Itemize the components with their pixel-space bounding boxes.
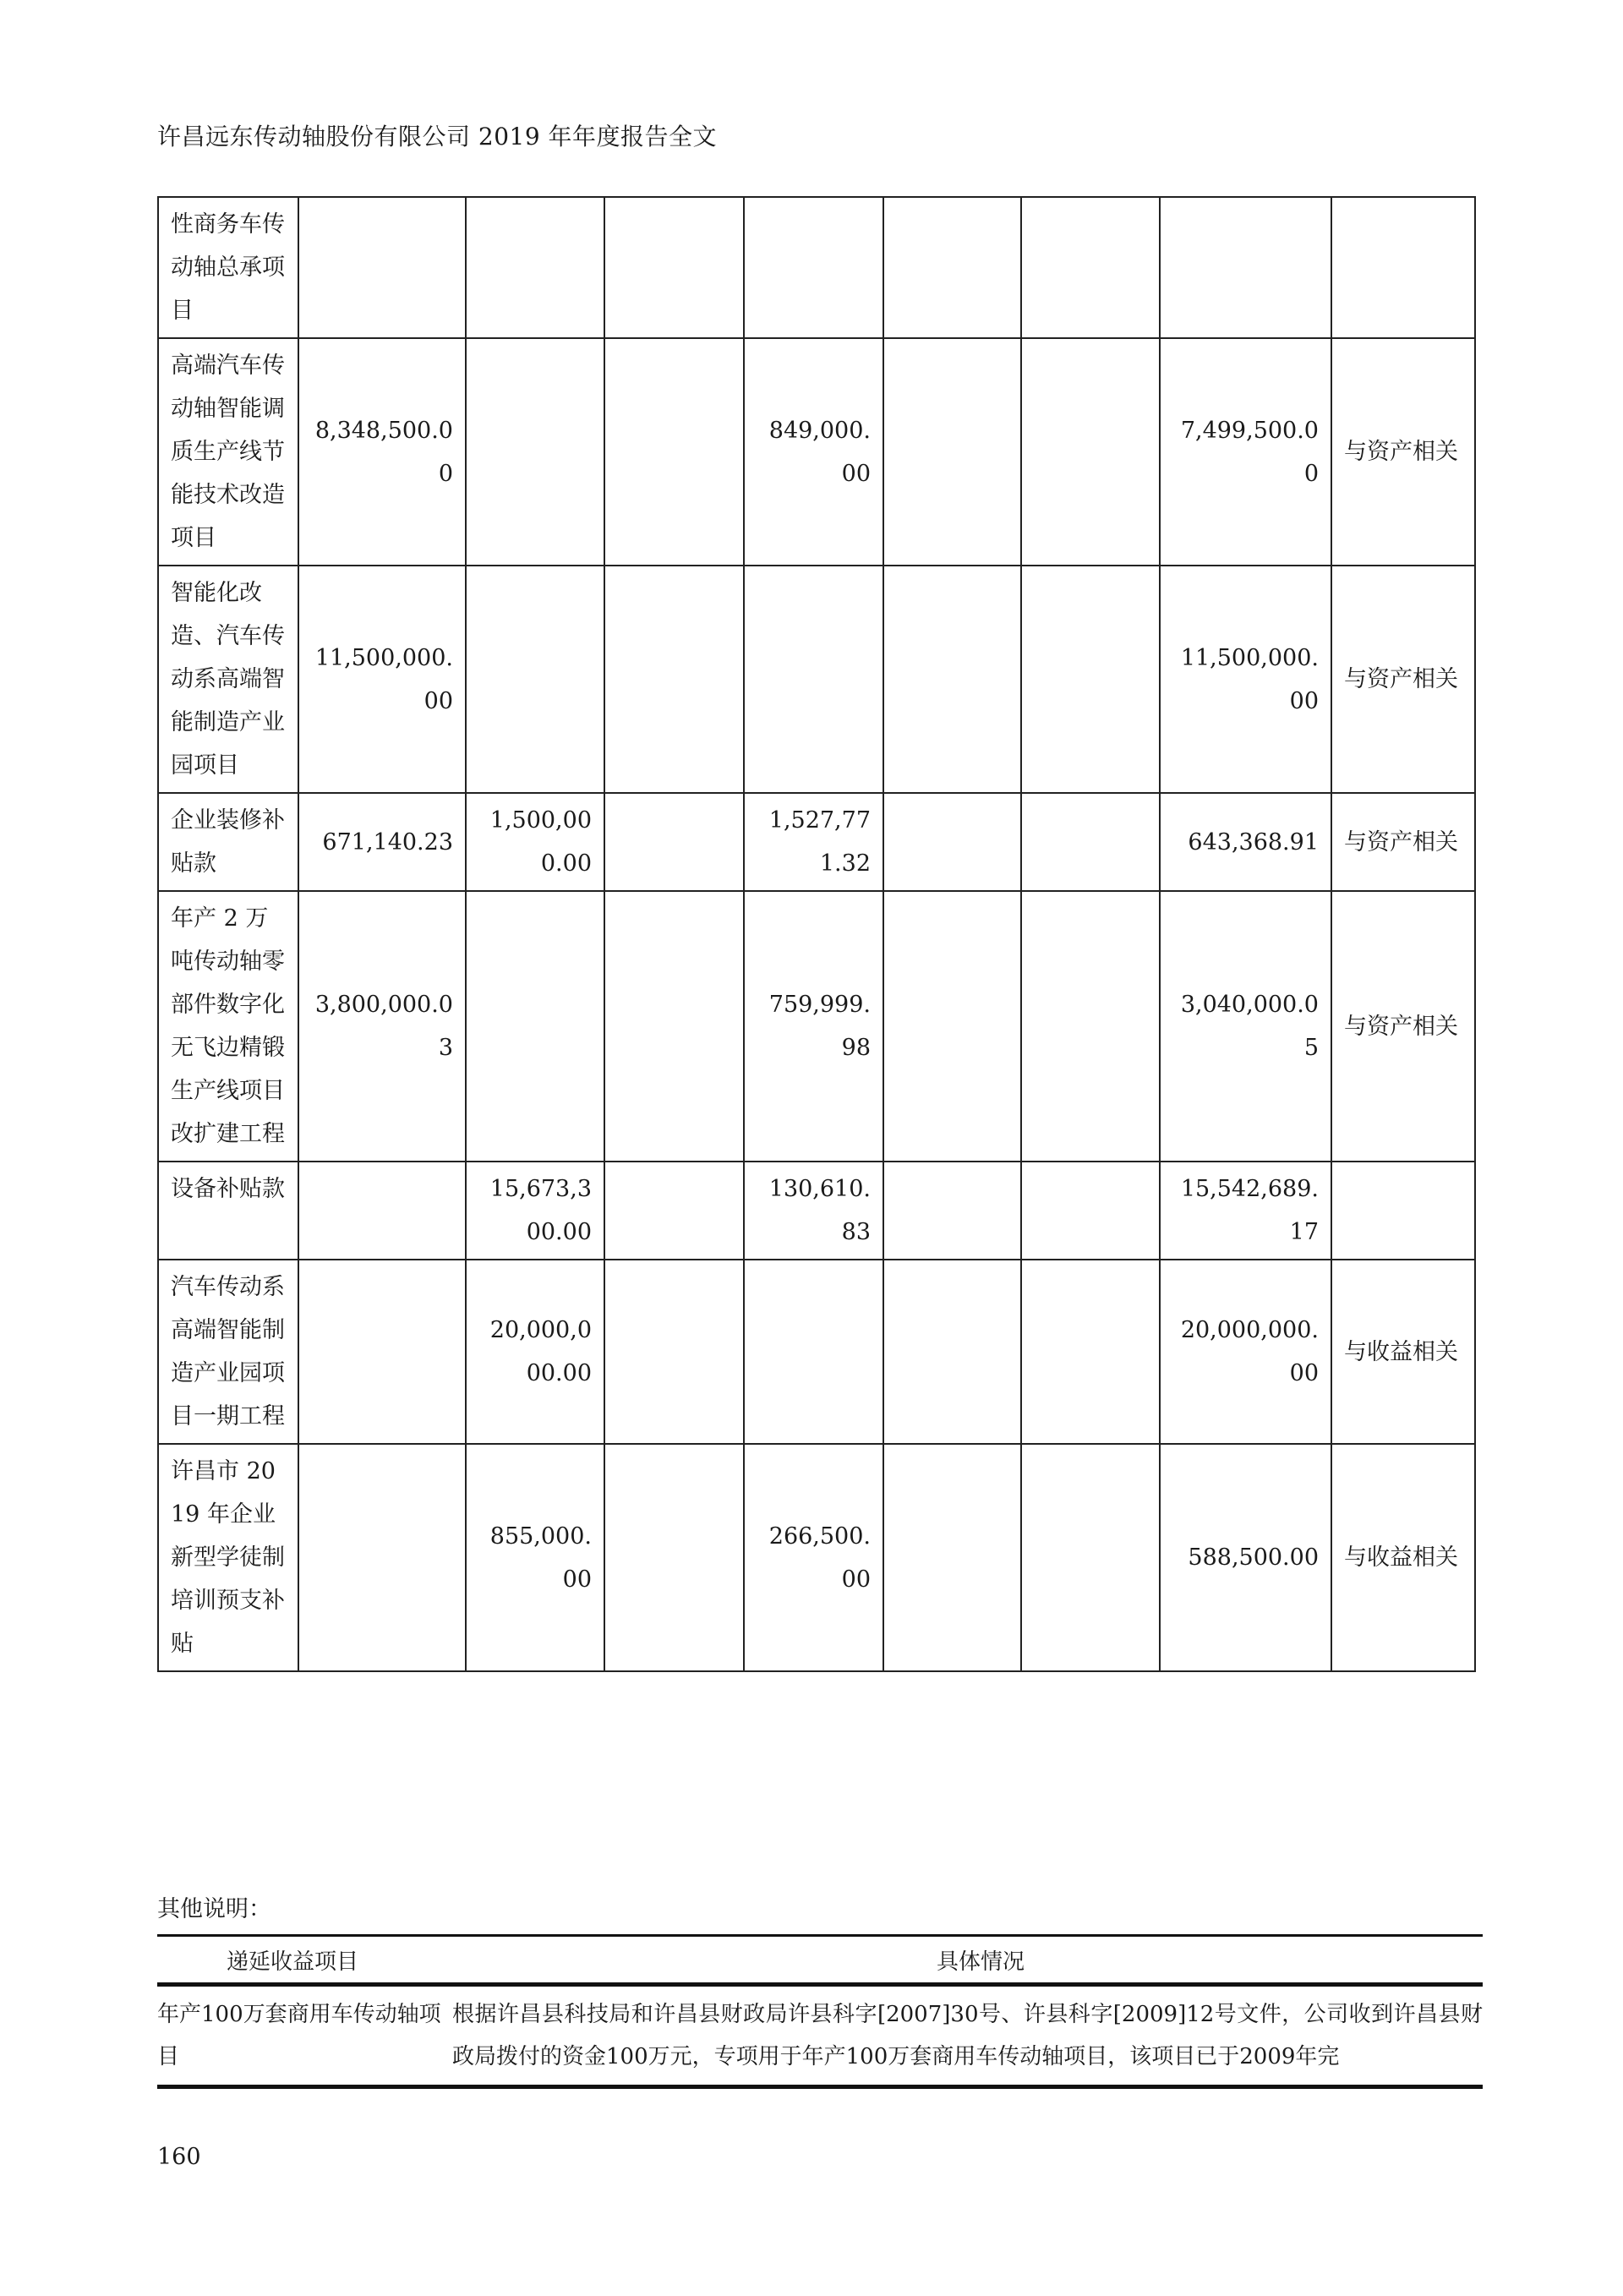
- table-row: [158, 197, 1475, 338]
- asset-income-type-cell: 与收益相关: [1331, 1444, 1475, 1671]
- amount-cell: [604, 1162, 744, 1260]
- project-name-cell: 智能化改造、汽车传动系高端智能制造产业园项目: [158, 566, 298, 793]
- report-header: 许昌远东传动轴股份有限公司 2019 年年度报告全文: [157, 123, 718, 150]
- amount-cell: [1021, 338, 1160, 566]
- page-number: 160: [157, 2144, 201, 2170]
- asset-income-type-cell: 与收益相关: [1331, 1260, 1475, 1444]
- amount-cell: [604, 1444, 744, 1671]
- amount-cell: [1021, 566, 1160, 793]
- asset-income-type-cell: [1331, 197, 1475, 338]
- deferred-item-name: 年产100万套商用车传动轴项目: [157, 2002, 441, 2069]
- amount-cell: [1021, 1444, 1160, 1671]
- amount-cell: [744, 566, 883, 793]
- amount-cell: 15,542,689.17: [1160, 1162, 1331, 1260]
- amount-cell: 1,527,771.32: [744, 793, 883, 891]
- amount-cell: 849,000.00: [744, 338, 883, 566]
- amount-cell: [298, 1444, 466, 1671]
- amount-cell: [1021, 891, 1160, 1162]
- other-notes-table: [157, 1934, 1483, 2089]
- amount-cell: 671,140.23: [298, 793, 466, 891]
- amount-cell: 11,500,000.00: [298, 566, 466, 793]
- project-name-cell: 高端汽车传动轴智能调质生产线节能技术改造项目: [158, 338, 298, 566]
- amount-cell: [883, 197, 1021, 338]
- amount-cell: [883, 793, 1021, 891]
- asset-income-type-cell: 与资产相关: [1331, 793, 1475, 891]
- project-name-cell: 设备补贴款: [158, 1162, 298, 1260]
- asset-income-type-cell: 与资产相关: [1331, 891, 1475, 1162]
- amount-cell: [744, 1260, 883, 1444]
- deferred-income-table: [157, 196, 1476, 1672]
- project-name-cell: 企业装修补贴款: [158, 793, 298, 891]
- amount-cell: [298, 1260, 466, 1444]
- project-name-cell: 许昌市 2019 年企业新型学徒制培训预支补贴: [158, 1444, 298, 1671]
- amount-cell: [744, 197, 883, 338]
- asset-income-type-cell: 与资产相关: [1331, 566, 1475, 793]
- amount-cell: [883, 891, 1021, 1162]
- amount-cell: [466, 891, 604, 1162]
- col-header-detail: 具体情况: [936, 1949, 1025, 1975]
- table-row: [158, 1260, 1475, 1444]
- project-name-cell: 汽车传动系高端智能制造产业园项目一期工程: [158, 1260, 298, 1444]
- table-row: [158, 566, 1475, 793]
- amount-cell: [466, 338, 604, 566]
- amount-cell: 643,368.91: [1160, 793, 1331, 891]
- amount-cell: 20,000,000.00: [466, 1260, 604, 1444]
- amount-cell: 11,500,000.00: [1160, 566, 1331, 793]
- amount-cell: [883, 338, 1021, 566]
- amount-cell: 855,000.00: [466, 1444, 604, 1671]
- table-row: [158, 1162, 1475, 1260]
- col-header-item: 递延收益项目: [227, 1949, 359, 1975]
- amount-cell: 3,040,000.05: [1160, 891, 1331, 1162]
- amount-cell: 7,499,500.00: [1160, 338, 1331, 566]
- amount-cell: [883, 1162, 1021, 1260]
- project-name-cell: 年产 2 万吨传动轴零部件数字化无飞边精锻生产线项目改扩建工程: [158, 891, 298, 1162]
- table-row: [157, 1987, 1483, 2089]
- table-row: [158, 793, 1475, 891]
- amount-cell: [466, 566, 604, 793]
- asset-income-type-cell: [1331, 1162, 1475, 1260]
- amount-cell: 20,000,000.00: [1160, 1260, 1331, 1444]
- amount-cell: [604, 891, 744, 1162]
- amount-cell: 1,500,000.00: [466, 793, 604, 891]
- amount-cell: [883, 566, 1021, 793]
- table-body: [158, 197, 1475, 1671]
- table-row: [158, 1444, 1475, 1671]
- amount-cell: 3,800,000.03: [298, 891, 466, 1162]
- amount-cell: [604, 566, 744, 793]
- amount-cell: [298, 1162, 466, 1260]
- asset-income-type-cell: 与资产相关: [1331, 338, 1475, 566]
- amount-cell: 15,673,300.00: [466, 1162, 604, 1260]
- amount-cell: [604, 338, 744, 566]
- amount-cell: [883, 1260, 1021, 1444]
- amount-cell: [466, 197, 604, 338]
- amount-cell: [604, 793, 744, 891]
- project-name-cell: 性商务车传动轴总承项目: [158, 197, 298, 338]
- amount-cell: 130,610.83: [744, 1162, 883, 1260]
- amount-cell: [1021, 1162, 1160, 1260]
- amount-cell: 8,348,500.00: [298, 338, 466, 566]
- amount-cell: 759,999.98: [744, 891, 883, 1162]
- amount-cell: [298, 197, 466, 338]
- table-row: [158, 338, 1475, 566]
- amount-cell: [1021, 197, 1160, 338]
- amount-cell: [1021, 1260, 1160, 1444]
- other-notes-label: 其他说明：: [157, 1896, 271, 1922]
- amount-cell: 266,500.00: [744, 1444, 883, 1671]
- amount-cell: [1160, 197, 1331, 338]
- deferred-item-detail: 根据许昌县科技局和许昌县财政局许县科字[2007]30号、许县科字[2009]12号文件，公司收到许昌县财政局拨付的资金100万元，专项用于年产100万套商用车传动轴项目，该项目已于2009年完: [452, 2002, 1483, 2069]
- other-notes-header: [157, 1937, 1483, 1987]
- amount-cell: [604, 197, 744, 338]
- amount-cell: [604, 1260, 744, 1444]
- amount-cell: [1021, 793, 1160, 891]
- amount-cell: [883, 1444, 1021, 1671]
- table-row: [158, 891, 1475, 1162]
- amount-cell: 588,500.00: [1160, 1444, 1331, 1671]
